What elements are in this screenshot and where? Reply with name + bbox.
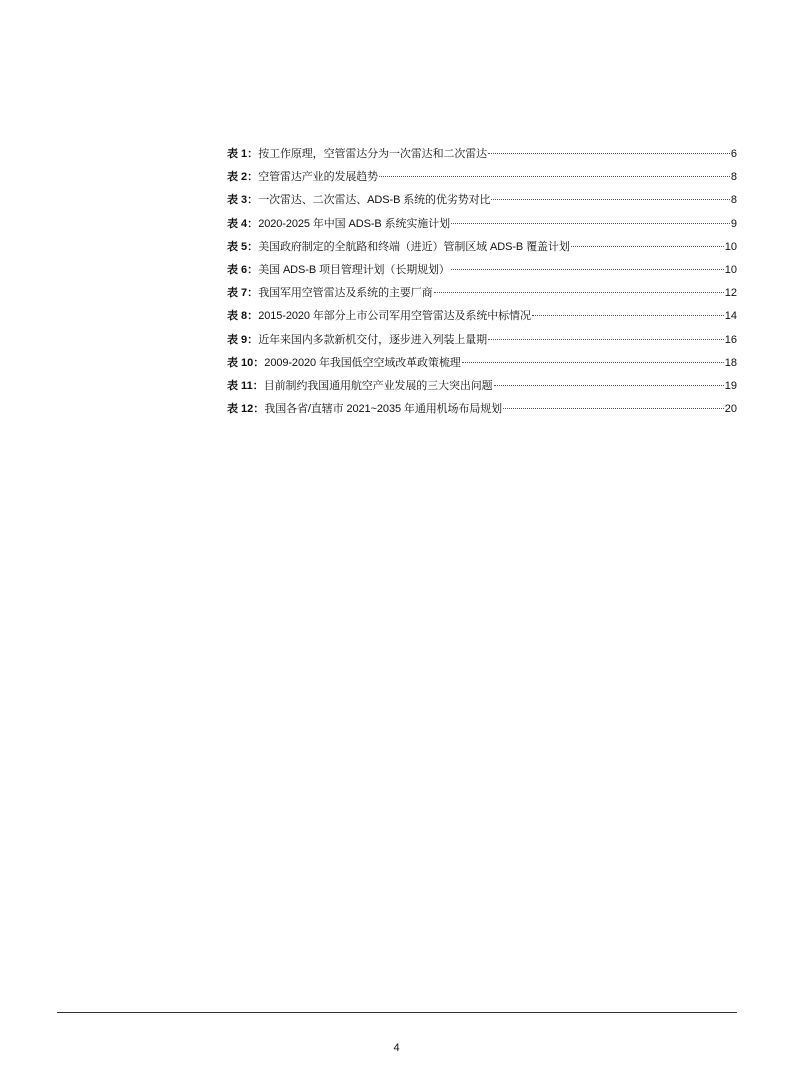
- toc-entry[interactable]: [227, 282, 737, 305]
- toc-entry[interactable]: [227, 166, 737, 189]
- toc-entry-title: 我国各省/直辖市 2021~2035 年通用机场布局规划: [264, 403, 503, 416]
- dot-leader: [491, 199, 729, 200]
- footer-divider: [57, 1012, 737, 1013]
- toc-entry-title: 2015-2020 年部分上市公司军用空管雷达及系统中标情况: [258, 310, 531, 323]
- toc-entry-page: 18: [724, 356, 737, 369]
- toc-entry-page: 12: [724, 287, 737, 300]
- toc-entry-title: 目前制约我国通用航空产业发展的三大突出问题: [263, 379, 493, 392]
- dot-leader: [488, 339, 724, 340]
- toc-entry[interactable]: [227, 352, 737, 375]
- toc-entry[interactable]: [227, 375, 737, 398]
- toc-entry-page: 9: [730, 217, 737, 230]
- table-of-contents: [227, 143, 737, 421]
- toc-entry-title: 美国政府制定的全航路和终端（进近）管制区域 ADS-B 覆盖计划: [258, 240, 570, 253]
- toc-entry[interactable]: [227, 143, 737, 166]
- toc-entry[interactable]: [227, 259, 737, 282]
- dot-leader: [503, 408, 724, 409]
- toc-entry-page: 6: [730, 148, 737, 160]
- dot-leader: [494, 385, 724, 386]
- toc-entry-title: 2009-2020 年我国低空空域改革政策梳理: [264, 356, 461, 369]
- toc-entry-page: 19: [724, 379, 737, 392]
- toc-entry[interactable]: [227, 329, 737, 352]
- dot-leader: [571, 246, 724, 247]
- toc-entry[interactable]: [227, 398, 737, 421]
- toc-entry-page: 10: [724, 240, 737, 253]
- toc-entry-label: 表 8：: [227, 310, 259, 323]
- toc-entry-label: 表 9：: [227, 333, 259, 346]
- dot-leader: [434, 292, 724, 293]
- toc-entry-title: 一次雷达、二次雷达、ADS-B 系统的优劣势对比: [258, 194, 491, 207]
- dot-leader: [462, 362, 724, 363]
- dot-leader: [532, 315, 724, 316]
- toc-entry-title: 美国 ADS-B 项目管理计划（长期规划）: [258, 263, 450, 276]
- toc-entry-title: 2020-2025 年中国 ADS-B 系统实施计划: [258, 217, 450, 230]
- toc-entry[interactable]: [227, 305, 737, 328]
- toc-entry-label: 表 5：: [227, 240, 259, 253]
- dot-leader: [488, 153, 730, 154]
- dot-leader: [451, 223, 730, 224]
- toc-entry-label: 表 3：: [227, 194, 259, 207]
- toc-entry-label: 表 6：: [227, 263, 259, 276]
- toc-entry-label: 表 2：: [227, 171, 259, 184]
- toc-entry-title: 按工作原理，空管雷达分为一次雷达和二次雷达: [258, 148, 488, 160]
- toc-entry-title: 空管雷达产业的发展趋势: [258, 171, 379, 184]
- toc-entry-label: 表 4：: [227, 217, 259, 230]
- toc-entry-page: 8: [730, 194, 737, 207]
- toc-entry[interactable]: [227, 236, 737, 259]
- toc-entry-label: 表 10：: [227, 356, 265, 369]
- toc-entry-title: 我国军用空管雷达及系统的主要厂商: [258, 287, 433, 300]
- toc-entry-label: 表 1：: [227, 148, 259, 160]
- toc-entry-label: 表 11：: [227, 379, 264, 392]
- toc-entry[interactable]: [227, 213, 737, 236]
- toc-entry-title: 近年来国内多款新机交付，逐步进入列装上量期: [258, 333, 488, 346]
- toc-entry-page: 8: [730, 171, 737, 184]
- toc-entry-label: 表 12：: [227, 403, 265, 416]
- toc-entry-page: 10: [724, 263, 737, 276]
- toc-entry-page: 20: [724, 403, 737, 416]
- toc-entry[interactable]: [227, 189, 737, 212]
- dot-leader: [451, 269, 724, 270]
- toc-entry-page: 16: [724, 333, 737, 346]
- dot-leader: [379, 176, 730, 177]
- toc-entry-page: 14: [724, 310, 737, 323]
- toc-entry-label: 表 7：: [227, 287, 259, 300]
- page-number: 4: [393, 1042, 400, 1054]
